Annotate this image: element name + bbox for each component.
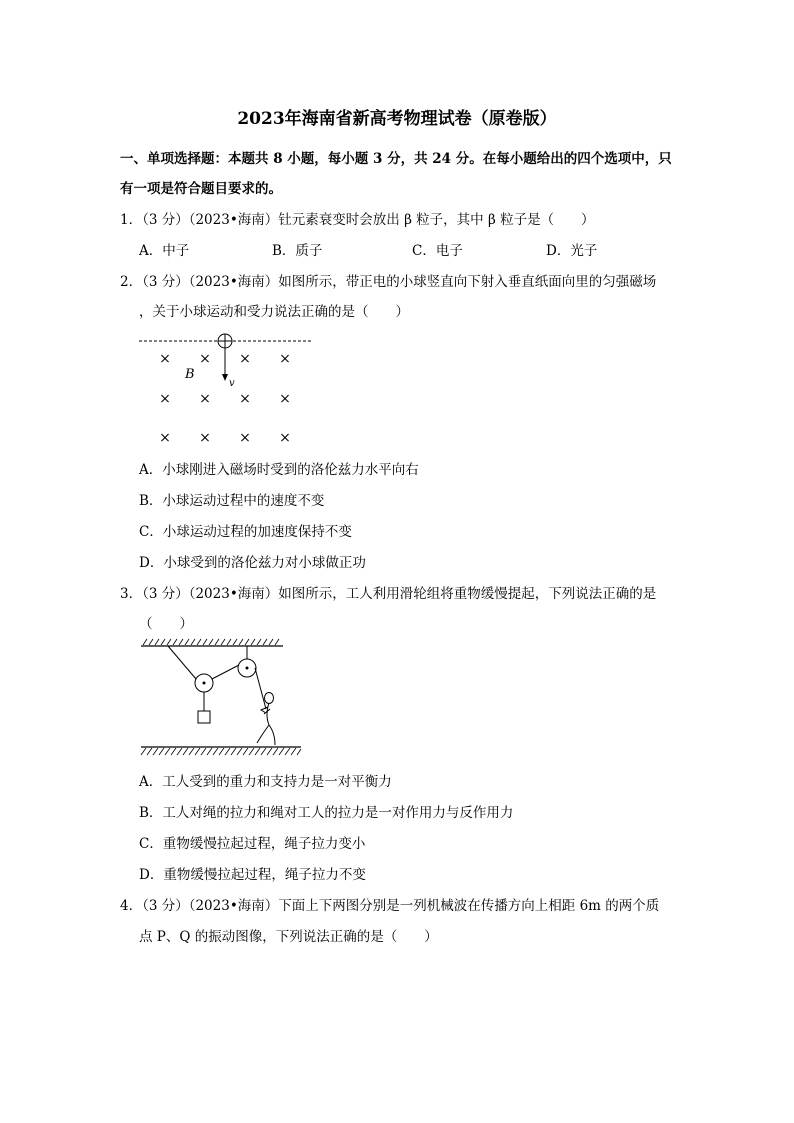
rope-segment (212, 665, 239, 679)
question-2-stem-line2: ，关于小球运动和受力说法正确的是（ ） (139, 304, 409, 320)
cross-mark: × (239, 391, 251, 407)
question-1-option-d: D．光子 (546, 243, 598, 259)
question-2-stem-line1: 2．（3 分）（2023•海南）如图所示，带正电的小球竖直向下射入垂直纸面向里的匀强磁场 (120, 274, 657, 290)
question-3-option-b: B．工人对绳的拉力和绳对工人的拉力是一对作用力与反作用力 (139, 805, 514, 821)
cross-mark: × (159, 391, 171, 407)
cross-mark: × (159, 351, 171, 367)
question-3-stem-line2: （ ） (139, 616, 193, 632)
question-1-option-a: A．中子 (139, 243, 190, 259)
question-4-stem-line1: 4．（3 分）（2023•海南）下面上下两图分别是一列机械波在传播方向上相距 6m 的两个质 (120, 898, 660, 914)
question-4-stem-line2: 点 P、Q 的振动图像，下列说法正确的是（ ） (139, 929, 438, 945)
question-2-option-d: D．小球受到的洛伦兹力对小球做正功 (139, 555, 366, 571)
magnetic-field-figure (135, 328, 325, 448)
cross-mark: × (279, 391, 291, 407)
cross-mark: × (159, 430, 171, 446)
cross-mark: × (279, 351, 291, 367)
cross-mark: × (279, 430, 291, 446)
section-heading-line1: 一、单项选择题：本题共 8 小题，每小题 3 分，共 24 分。在每小题给出的四个选项中，只 (120, 151, 672, 167)
cross-mark: × (239, 430, 251, 446)
velocity-label: v (229, 378, 235, 389)
cross-mark: × (239, 351, 251, 367)
question-2-option-a: A．小球刚进入磁场时受到的洛伦兹力水平向右 (139, 462, 419, 478)
cross-mark: × (199, 351, 211, 367)
ground-hatching (141, 748, 301, 755)
question-3-option-d: D．重物缓慢拉起过程，绳子拉力不变 (139, 867, 366, 883)
question-3-stem-line1: 3．（3 分）（2023•海南）如图所示，工人利用滑轮组将重物缓慢提起，下列说法正确的是 (120, 586, 657, 602)
weight-block (198, 711, 210, 723)
question-3-option-a: A．工人受到的重力和支持力是一对平衡力 (139, 774, 392, 790)
velocity-arrowhead (222, 374, 228, 381)
question-3-option-c: C．重物缓慢拉起过程，绳子拉力变小 (139, 836, 366, 852)
field-label-b: B (185, 367, 195, 382)
worker-figure (257, 693, 275, 746)
question-1-stem: 1．（3 分）（2023•海南）钍元素衰变时会放出 β 粒子，其中 β 粒子是（ ） (120, 212, 595, 228)
question-1-option-b: B．质子 (272, 243, 323, 259)
question-2-option-c: C．小球运动过程的加速度保持不变 (139, 524, 352, 540)
page-title: 2023年海南省新高考物理试卷（原卷版） (237, 109, 557, 129)
cross-mark: × (199, 430, 211, 446)
question-2-option-b: B．小球运动过程中的速度不变 (139, 493, 325, 509)
rope-segment (255, 668, 266, 709)
section-heading-line2: 有一项是符合题目要求的。 (120, 181, 282, 197)
pulley-figure (135, 637, 305, 759)
rope-segment (168, 646, 196, 679)
question-1-option-c: C．电子 (412, 243, 463, 259)
cross-mark: × (199, 391, 211, 407)
ceiling-hatching (143, 639, 279, 645)
